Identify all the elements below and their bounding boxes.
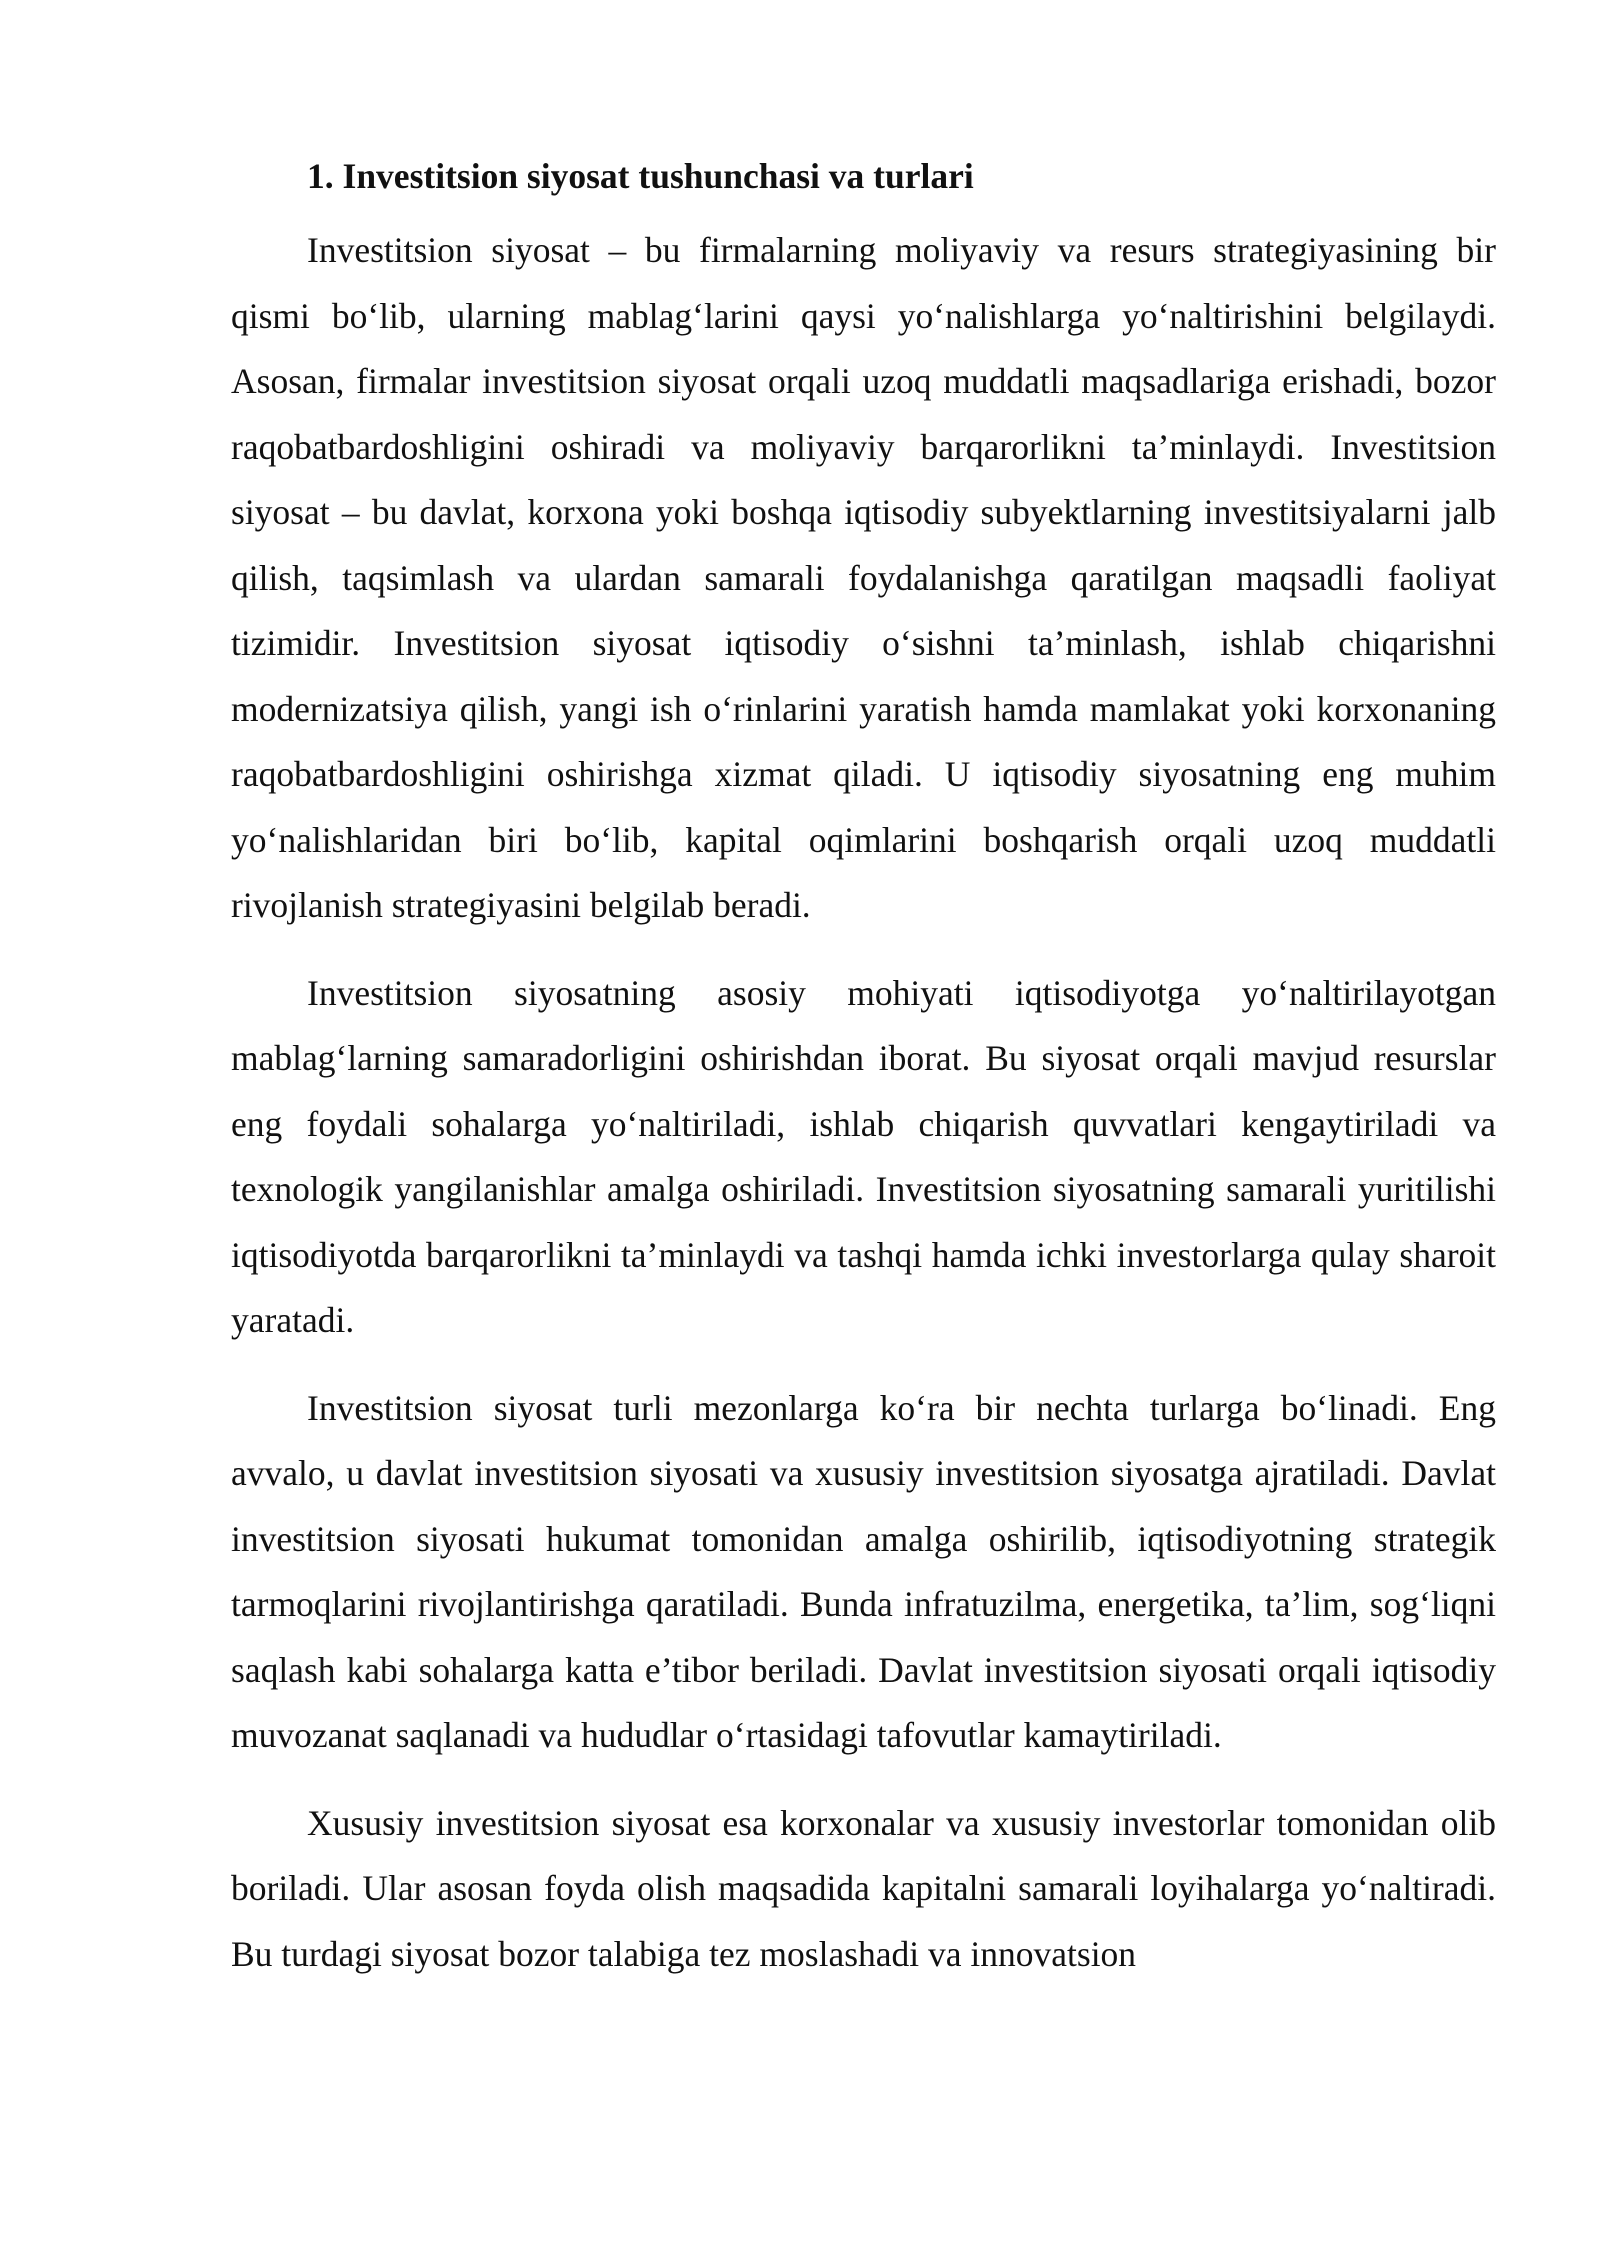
section-heading: 1. Investitsion siyosat tushunchasi va turlari [307, 156, 974, 196]
paragraph: Investitsion siyosat – bu firmalarning moliyaviy va resurs strategiyasining bir qismi bo‘lib, ularning mablag‘larini qaysi yo‘nalishlarga yo‘naltirishini belgilaydi. Asosan, firmalar investitsion siyosat orqali uzoq muddatli maqsadlariga erishadi, bozor raqobatbardoshligini oshiradi va moliyaviy barqarorlikni ta’minlaydi. Investitsion siyosat – bu davlat, korxona yoki boshqa iqtisodiy subyektlarning investitsiyalarni jalb qilish, taqsimlash va ulardan samarali foydalanishga qaratilgan maqsadli faoliyat tizimidir. Investitsion siyosat iqtisodiy o‘sishni ta’minlash, ishlab chiqarishni modernizatsiya qilish, yangi ish o‘rinlarini yaratish hamda mamlakat yoki korxonaning raqobatbardoshligini oshirishga xizmat qiladi. U iqtisodiy siyosatning eng muhim yo‘nalishlaridan biri bo‘lib, kapital oqimlarini boshqarish orqali uzoq muddatli rivojlanish strategiyasini belgilab beradi. [231, 230, 1496, 925]
paragraph: Investitsion siyosatning asosiy mohiyati iqtisodiyotga yo‘naltirilayotgan mablag‘larning samaradorligini oshirishdan iborat. Bu siyosat orqali mavjud resurslar eng foydali sohalarga yo‘naltiriladi, ishlab chiqarish quvvatlari kengaytiriladi va texnologik yangilanishlar amalga oshiriladi. Investitsion siyosatning samarali yuritilishi iqtisodiyotda barqarorlikni ta’minlaydi va tashqi hamda ichki investorlarga qulay sharoit yaratadi. [231, 972, 1496, 1340]
document-body [231, 150, 1496, 1987]
paragraph: Xususiy investitsion siyosat esa korxonalar va xususiy investorlar tomonidan olib boriladi. Ular asosan foyda olish maqsadida kapitalni samarali loyihalarga yo‘naltiradi. Bu turdagi siyosat bozor talabiga tez moslashadi va innovatsion [231, 1802, 1496, 1974]
paragraph: Investitsion siyosat turli mezonlarga ko‘ra bir nechta turlarga bo‘linadi. Eng avvalo, u davlat investitsion siyosati va xususiy investitsion siyosatga ajratiladi. Davlat investitsion siyosati hukumat tomonidan amalga oshirilib, iqtisodiyotning strategik tarmoqlarini rivojlantirishga qaratiladi. Bunda infratuzilma, energetika, ta’lim, sog‘liqni saqlash kabi sohalarga katta e’tibor beriladi. Davlat investitsion siyosati orqali iqtisodiy muvozanat saqlanadi va hududlar o‘rtasidagi tafovutlar kamaytiriladi. [231, 1387, 1496, 1755]
